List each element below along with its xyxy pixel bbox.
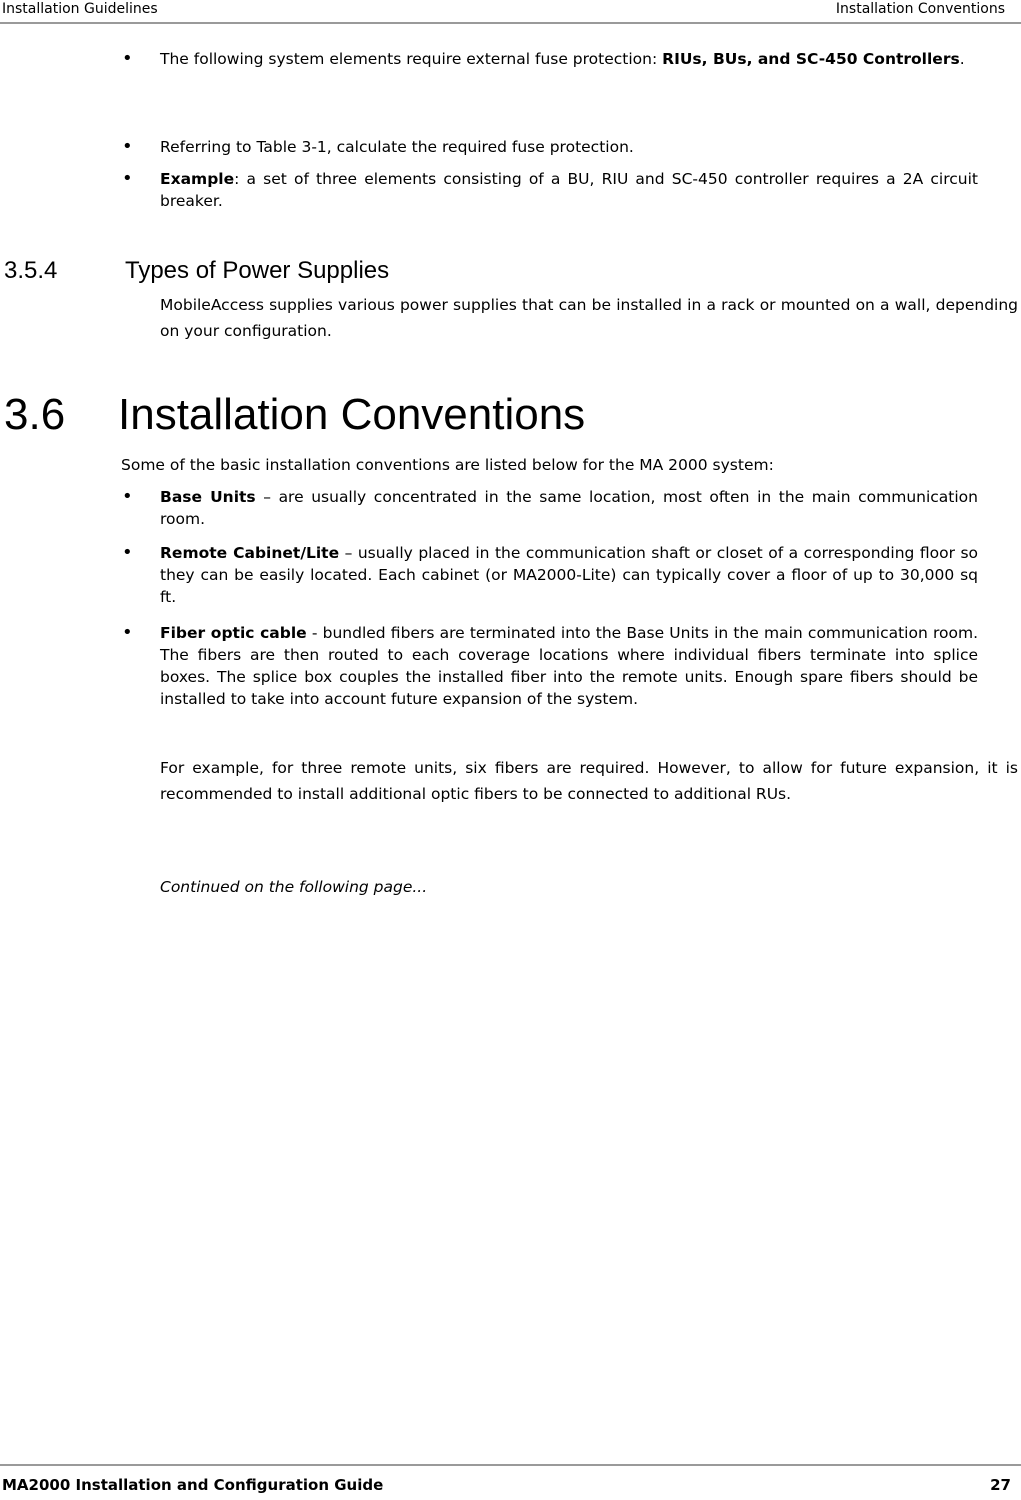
section-heading-36: 3.6 Installation Conventions [4, 390, 586, 439]
fiber-example: For example, for three remote units, six fibers are required. However, to allow for future expansion, it is recommended to install additional optic fibers to be connected to additional RUs. [160, 759, 1018, 803]
page-header [0, 0, 1021, 24]
page-number: 27 [990, 1476, 1011, 1494]
bullet-remote-cabinet: • Remote Cabinet/Lite – usually placed in the communication shaft or closet of a corresponding floor so they can be easily located. Each cabinet (or MA2000-Lite) can typically cover a floor of up to 30,000 sq ft. [122, 542, 978, 606]
continued-note: Continued on the following page... [160, 878, 428, 896]
bullet-icon: • [122, 486, 133, 507]
bullet-base-units: • Base Units – are usually concentrated in the same location, most often in the main communication room. [122, 486, 978, 528]
bullet-icon: • [122, 136, 133, 157]
bullet-example: • Example: a set of three elements consisting of a BU, RIU and SC-450 controller requires a 2A circuit breaker. [122, 168, 978, 210]
bullet-fiber-optic: • Fiber optic cable - bundled fibers are terminated into the Base Units in the main communication room. The fibers are then routed to each coverage locations where individual fibers terminate into splice boxes. The splice box couples the installed fiber into the remote units. Enough spare fibers should be installed to take into account future expansion of the system. [122, 622, 978, 708]
header-right: Installation Conventions [835, 1, 1005, 17]
footer-title: MA2000 Installation and Configuration Guide [2, 1476, 384, 1494]
bullet-fuse-elements: • The following system elements require external fuse protection: RIUs, BUs, and SC-450 Controllers. [122, 48, 965, 69]
bullet-icon: • [122, 622, 133, 643]
section-36-intro: Some of the basic installation conventions are listed below for the MA 2000 system: [121, 456, 774, 474]
bullet-icon: • [122, 542, 133, 563]
section-354-body: MobileAccess supplies various power supplies that can be installed in a rack or mounted on a wall, depending on your configuration. [160, 296, 1018, 340]
bullet-icon: • [122, 48, 133, 69]
page-footer [0, 1464, 1021, 1499]
header-left: Installation Guidelines [2, 1, 158, 17]
section-heading-354: 3.5.4 Types of Power Supplies [4, 257, 390, 284]
bullet-table-ref: • Referring to Table 3-1, calculate the required fuse protection. [122, 136, 634, 157]
bullet-icon: • [122, 168, 133, 189]
